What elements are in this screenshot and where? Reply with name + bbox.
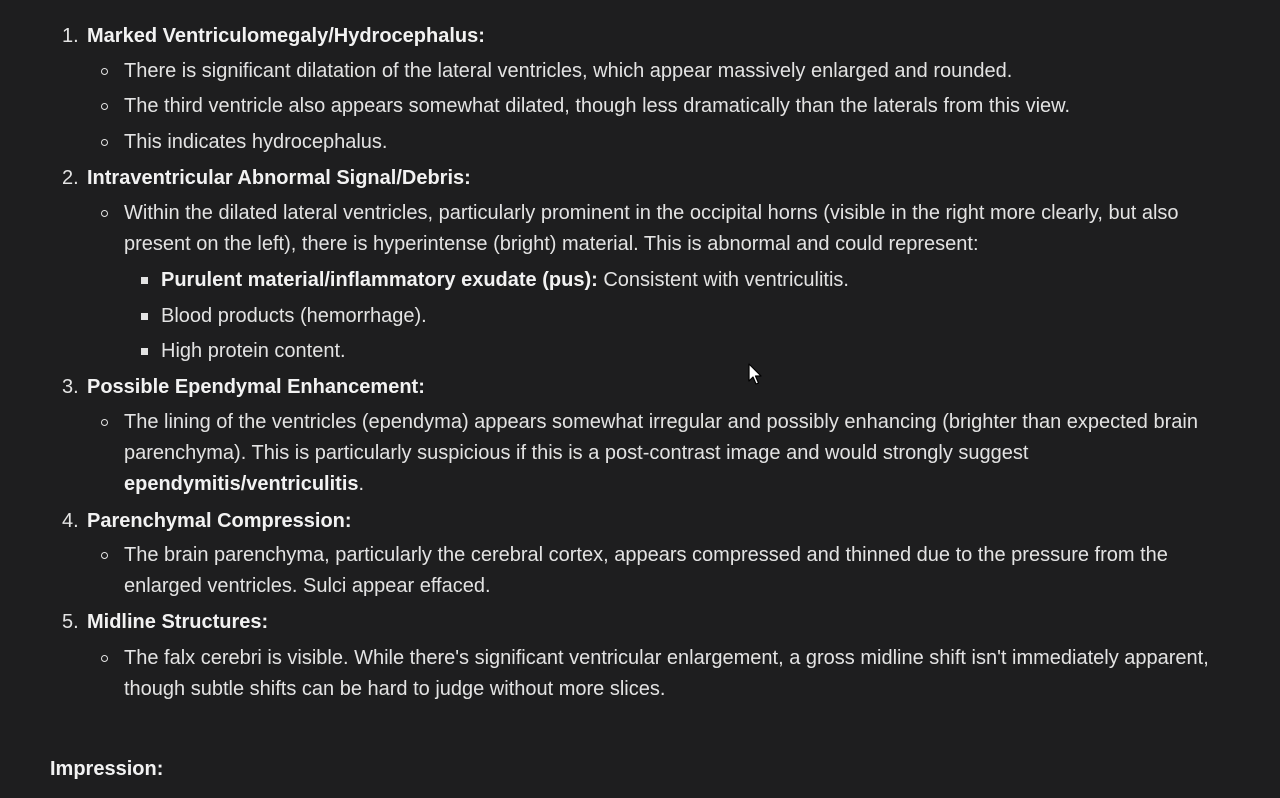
bullet-text: Within the dilated lateral ventricles, particularly prominent in the occipital horns (visible in the right more clearly, but also present on the left), there is hyperintense (bright) material. This is abnormal and could represent: <box>124 202 1179 255</box>
finding-number: 5. <box>62 611 79 633</box>
list-item <box>124 643 1234 705</box>
bullet-circle-icon <box>101 103 108 110</box>
finding-title: Possible Ependymal Enhancement: <box>87 376 425 398</box>
finding-title: Intraventricular Abnormal Signal/Debris: <box>87 167 471 189</box>
sub-bullet-text: Consistent with ventriculitis. <box>597 269 849 291</box>
bullet-circle-icon <box>101 210 108 217</box>
list-item <box>124 91 1234 122</box>
sub-bullet-text: High protein content. <box>161 340 346 362</box>
bullet-text-end: . <box>358 473 365 495</box>
sub-list-item <box>161 300 427 332</box>
finding-title: Parenchymal Compression: <box>87 510 352 532</box>
bullet-circle-icon <box>101 68 108 75</box>
list-item <box>124 198 1234 260</box>
list-item <box>124 407 1234 500</box>
finding-heading-5 <box>62 606 268 638</box>
bullet-text: This indicates hydrocephalus. <box>124 131 388 153</box>
sub-bullet-bold: Purulent material/inflammatory exudate (pus): <box>161 269 598 291</box>
bullet-text: There is significant dilatation of the lateral ventricles, which appear massively enlarged and rounded. <box>124 60 1013 82</box>
list-item <box>124 540 1234 602</box>
finding-heading-1 <box>62 20 485 52</box>
finding-heading-3 <box>62 371 425 403</box>
bullet-square-icon <box>141 313 148 320</box>
finding-title: Marked Ventriculomegaly/Hydrocephalus: <box>87 25 485 47</box>
bullet-square-icon <box>141 348 148 355</box>
bullet-text: The lining of the ventricles (ependyma) appears somewhat irregular and possibly enhancing (brighter than expected brain parenchyma). This is particularly suspicious if this is a post-contrast image and would strongly suggest <box>124 411 1198 464</box>
finding-number: 3. <box>62 376 79 398</box>
bullet-text: The third ventricle also appears somewhat dilated, though less dramatically than the laterals from this view. <box>124 95 1071 117</box>
impression-heading: Impression: <box>50 758 164 780</box>
finding-heading-4 <box>62 505 352 537</box>
sub-list-item <box>161 335 346 367</box>
finding-title: Midline Structures: <box>87 611 269 633</box>
bullet-square-icon <box>141 277 148 284</box>
bullet-text: The falx cerebri is visible. While there's significant ventricular enlargement, a gross midline shift isn't immediately apparent, though subtle shifts can be hard to judge without more slices. <box>124 647 1209 700</box>
finding-number: 2. <box>62 167 79 189</box>
sub-list-item <box>161 264 849 296</box>
list-item <box>124 127 1234 158</box>
sub-bullet-text: Blood products (hemorrhage). <box>161 305 427 327</box>
finding-number: 1. <box>62 25 79 47</box>
mouse-pointer-icon <box>748 363 764 387</box>
bullet-circle-icon <box>101 419 108 426</box>
finding-heading-2 <box>62 162 471 194</box>
bullet-circle-icon <box>101 655 108 662</box>
bullet-circle-icon <box>101 139 108 146</box>
bullet-circle-icon <box>101 552 108 559</box>
bullet-bold-term: ependymitis/ventriculitis <box>124 473 359 495</box>
finding-number: 4. <box>62 510 79 532</box>
list-item <box>124 56 1234 87</box>
bullet-text: The brain parenchyma, particularly the cerebral cortex, appears compressed and thinned due to the pressure from the enlarged ventricles. Sulci appear effaced. <box>124 544 1168 597</box>
